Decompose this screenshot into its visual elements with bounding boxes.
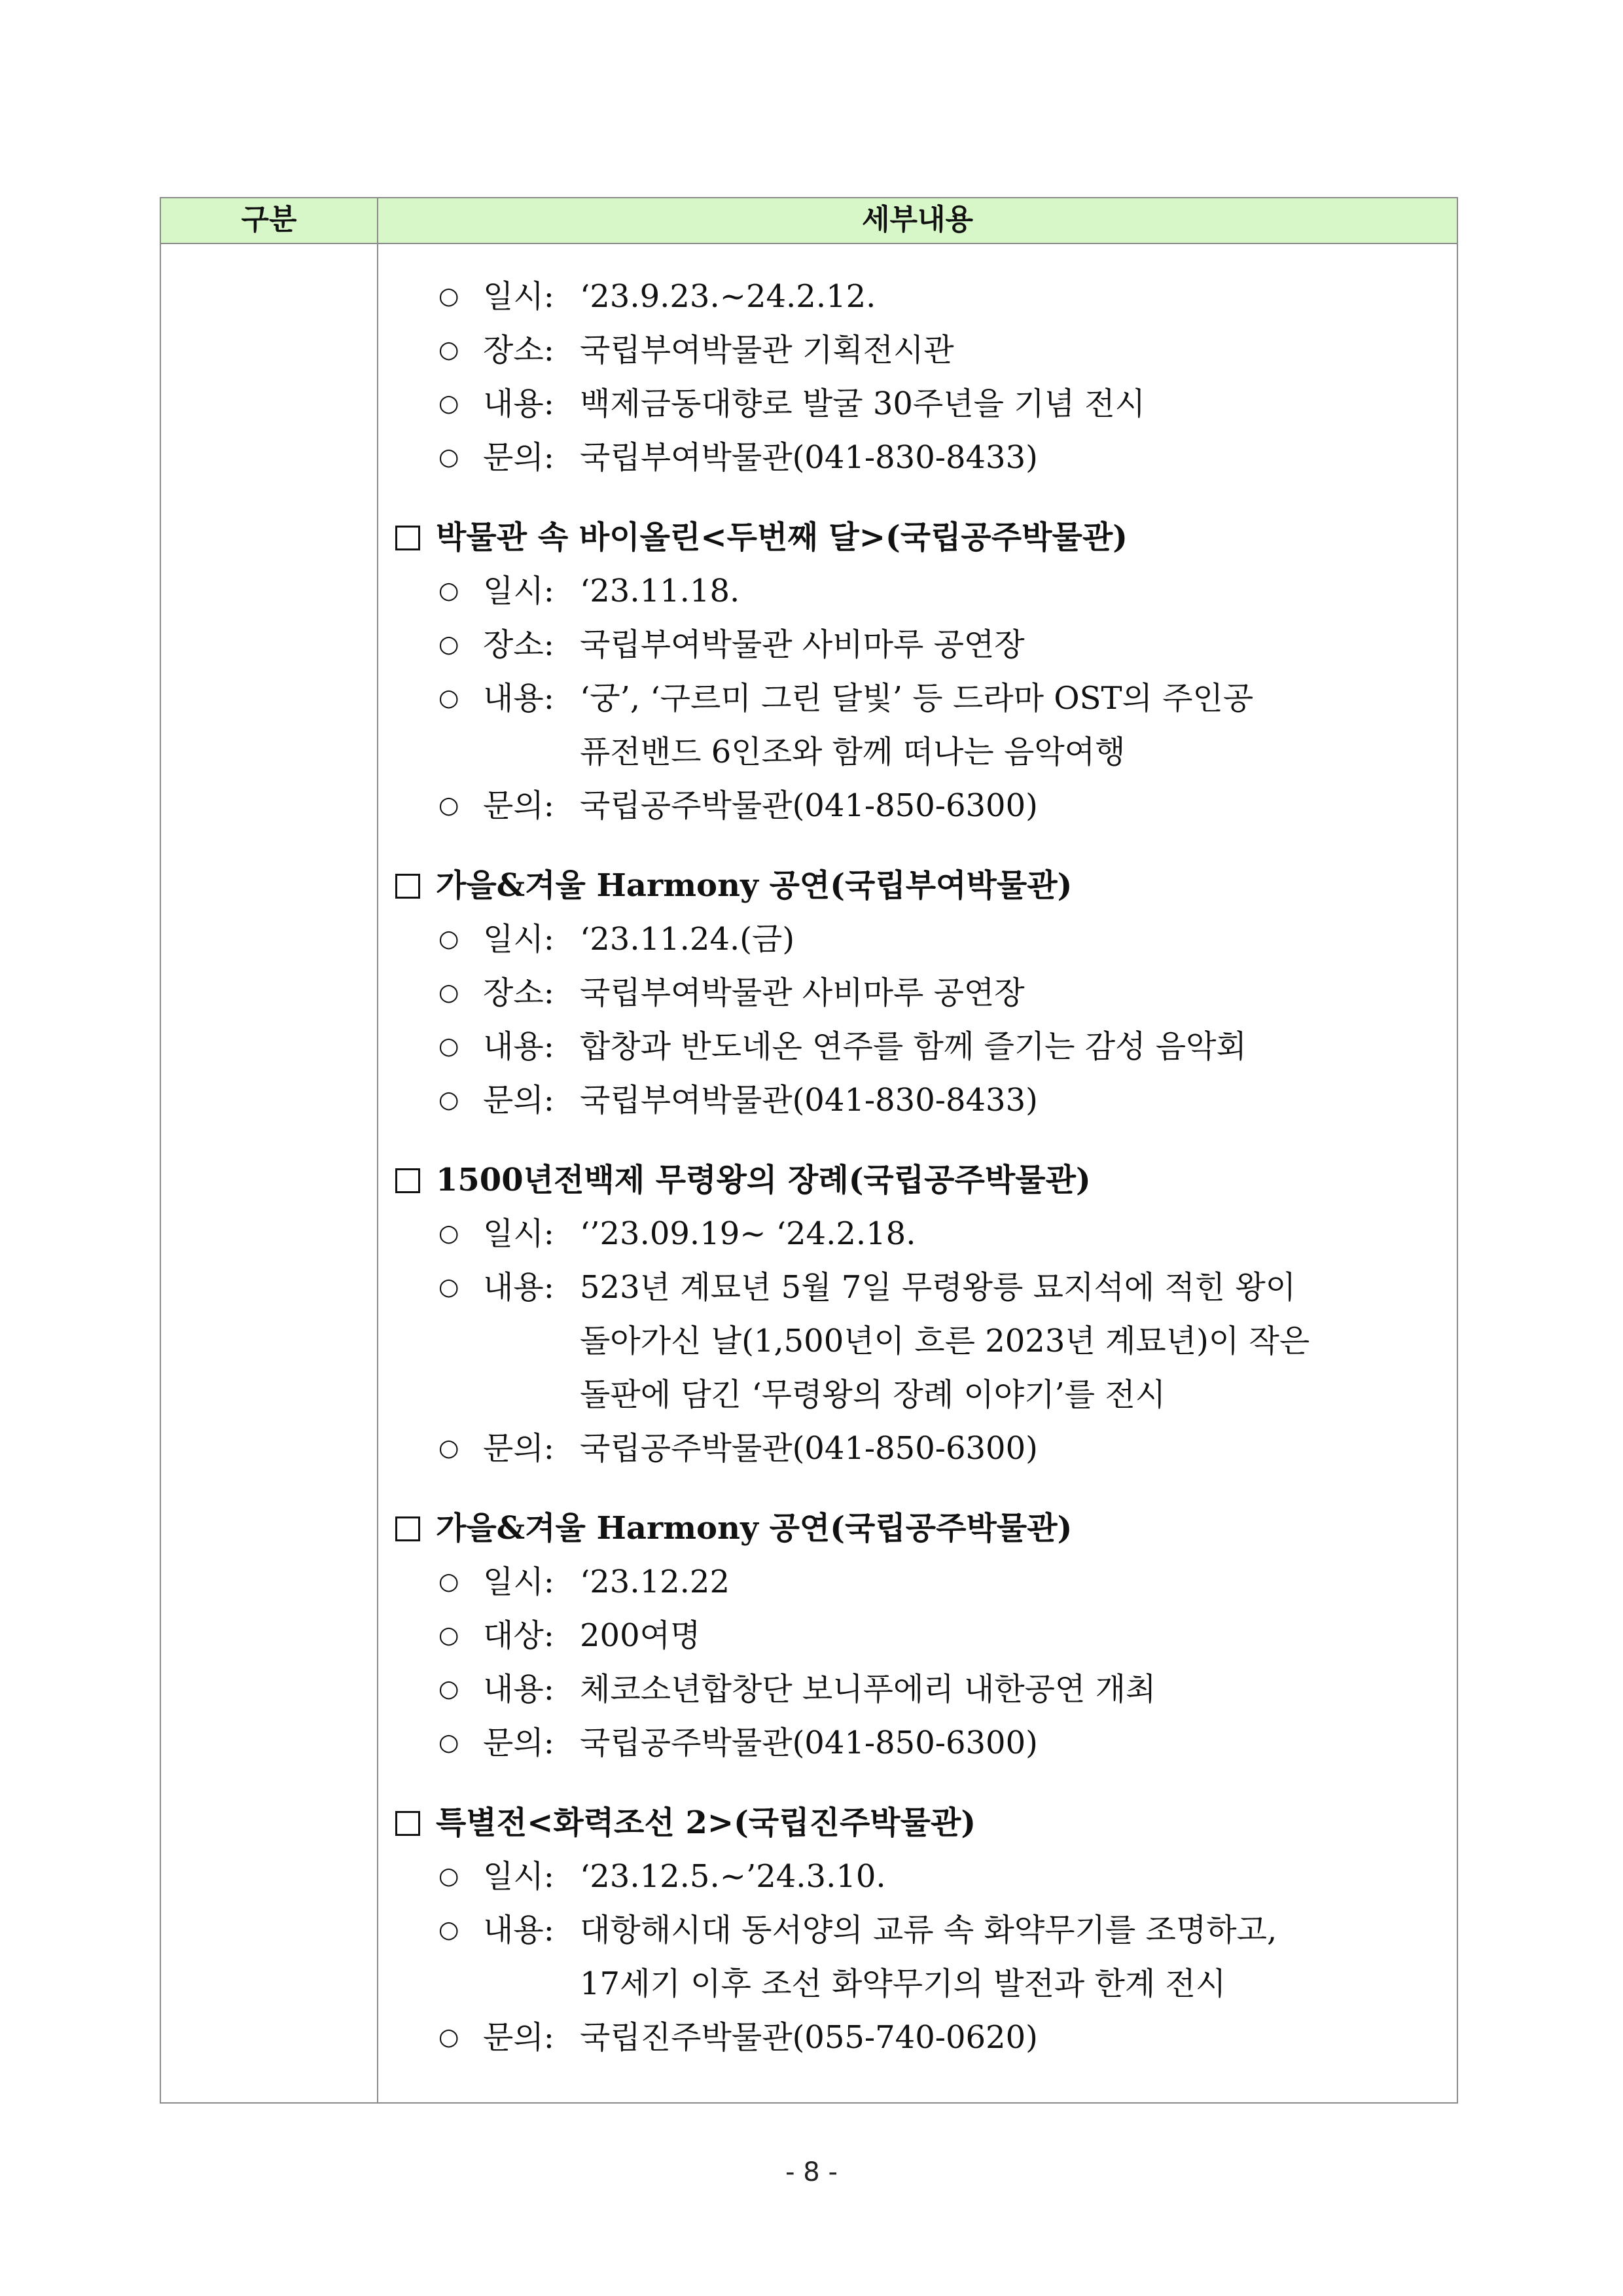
checkbox-square-icon: [395, 874, 420, 899]
item-label: 내용:: [483, 1028, 554, 1065]
circle-bullet-icon: ○: [438, 390, 459, 417]
item-value: 국립부여박물관 기획전시관: [580, 332, 954, 368]
item-value: ‘23.12.22: [580, 1564, 730, 1600]
item-value: ‘23.11.18.: [580, 573, 740, 609]
checkbox-square-icon: [395, 1516, 420, 1541]
circle-bullet-icon: ○: [438, 979, 459, 1006]
item-value: 국립공주박물관(041-850-6300): [580, 1725, 1038, 1761]
item-label: 내용:: [483, 386, 554, 422]
item-value: 국립부여박물관(041-830-8433): [580, 1082, 1038, 1119]
item-label: 대상:: [483, 1617, 554, 1654]
header-category: 구분: [241, 203, 297, 236]
item-label: 일시:: [483, 1858, 554, 1895]
circle-bullet-icon: ○: [438, 577, 459, 604]
circle-bullet-icon: ○: [438, 685, 459, 711]
item-value: 합창과 반도네온 연주를 함께 즐기는 감성 음악회: [580, 1028, 1247, 1065]
item-label: 내용:: [483, 1912, 554, 1948]
item-label: 내용:: [483, 1671, 554, 1708]
item-label: 문의:: [483, 1082, 554, 1119]
section-title: 가을&겨울 Harmony 공연(국립공주박물관): [436, 1510, 1073, 1547]
circle-bullet-icon: ○: [438, 631, 459, 658]
item-label: 일시:: [483, 278, 554, 315]
item-value: 523년 계묘년 5월 7일 무령왕릉 묘지석에 적힌 왕이: [580, 1269, 1296, 1306]
circle-bullet-icon: ○: [438, 283, 459, 310]
section-heading: [395, 518, 1128, 557]
item-continuation-text: 돌판에 담긴 ‘무령왕의 장례 이야기’를 전시: [580, 1376, 1166, 1413]
circle-bullet-icon: ○: [438, 444, 459, 471]
circle-bullet-icon: ○: [438, 1622, 459, 1649]
item-value: 백제금동대향로 발굴 30주년을 기념 전시: [580, 386, 1145, 422]
item-label: 문의:: [483, 1725, 554, 1761]
table-header-row: [161, 198, 1457, 244]
item-value: ‘’23.09.19~ ‘24.2.18.: [580, 1215, 916, 1252]
circle-bullet-icon: ○: [438, 1435, 459, 1462]
item-label: 장소:: [483, 626, 554, 663]
header-details: 세부내용: [861, 203, 973, 236]
circle-bullet-icon: ○: [438, 792, 459, 819]
section-heading: [395, 1160, 1091, 1200]
section-title: 가을&겨울 Harmony 공연(국립부여박물관): [436, 867, 1073, 904]
item-value: ‘23.12.5.~’24.3.10.: [580, 1858, 886, 1895]
item-label: 문의:: [483, 1430, 554, 1467]
page-number: - 8 -: [785, 2157, 838, 2187]
item-label: 장소:: [483, 975, 554, 1011]
item-continuation-text: 돌아가신 날(1,500년이 흐른 2023년 계묘년)이 작은: [580, 1323, 1310, 1359]
circle-bullet-icon: ○: [438, 2024, 459, 2051]
section-title: 박물관 속 바이올린<두번째 달>(국립공주박물관): [436, 519, 1128, 556]
circle-bullet-icon: ○: [438, 1086, 459, 1113]
item-value: ‘궁’, ‘구르미 그린 달빛’ 등 드라마 OST의 주인공: [580, 680, 1254, 717]
item-label: 내용:: [483, 680, 554, 717]
checkbox-square-icon: [395, 526, 420, 550]
circle-bullet-icon: ○: [438, 1568, 459, 1595]
item-continuation-text: 퓨전밴드 6인조와 함께 떠나는 음악여행: [580, 734, 1126, 770]
circle-bullet-icon: ○: [438, 336, 459, 363]
section-heading: [395, 866, 1072, 905]
item-label: 일시:: [483, 573, 554, 609]
circle-bullet-icon: ○: [438, 1916, 459, 1943]
item-value: 국립진주박물관(055-740-0620): [580, 2019, 1038, 2056]
item-value: 국립부여박물관 사비마루 공연장: [580, 626, 1025, 663]
details-cell: [378, 244, 1457, 2102]
item-continuation-text: 17세기 이후 조선 화약무기의 발전과 한계 전시: [580, 1965, 1226, 2002]
circle-bullet-icon: ○: [438, 1863, 459, 1890]
schedule-table: [160, 197, 1458, 2104]
item-value: 국립공주박물관(041-850-6300): [580, 1430, 1038, 1467]
item-label: 일시:: [483, 1564, 554, 1600]
item-value: 국립부여박물관 사비마루 공연장: [580, 975, 1025, 1011]
circle-bullet-icon: ○: [438, 1274, 459, 1300]
item-value: ‘23.9.23.~24.2.12.: [580, 278, 876, 315]
section-title: 1500년전백제 무령왕의 장례(국립공주박물관): [436, 1162, 1091, 1198]
item-value: 국립부여박물관(041-830-8433): [580, 439, 1038, 476]
circle-bullet-icon: ○: [438, 1033, 459, 1060]
section-title: 특별전<화력조선 2>(국립진주박물관): [436, 1804, 976, 1841]
checkbox-square-icon: [395, 1811, 420, 1836]
circle-bullet-icon: ○: [438, 1676, 459, 1702]
section-heading: [395, 1803, 976, 1842]
circle-bullet-icon: ○: [438, 925, 459, 952]
checkbox-square-icon: [395, 1168, 420, 1193]
section-heading: [395, 1509, 1072, 1548]
item-label: 문의:: [483, 439, 554, 476]
item-label: 일시:: [483, 921, 554, 958]
item-label: 문의:: [483, 787, 554, 824]
item-label: 내용:: [483, 1269, 554, 1306]
item-label: 일시:: [483, 1215, 554, 1252]
circle-bullet-icon: ○: [438, 1729, 459, 1756]
circle-bullet-icon: ○: [438, 1220, 459, 1247]
item-value: 체코소년합창단 보니푸에리 내한공연 개최: [580, 1671, 1156, 1708]
item-label: 장소:: [483, 332, 554, 368]
item-value: 200여명: [580, 1617, 701, 1654]
item-value: 대항해시대 동서양의 교류 속 화약무기를 조명하고,: [580, 1912, 1277, 1948]
item-value: 국립공주박물관(041-850-6300): [580, 787, 1038, 824]
item-label: 문의:: [483, 2019, 554, 2056]
item-value: ‘23.11.24.(금): [580, 921, 795, 958]
